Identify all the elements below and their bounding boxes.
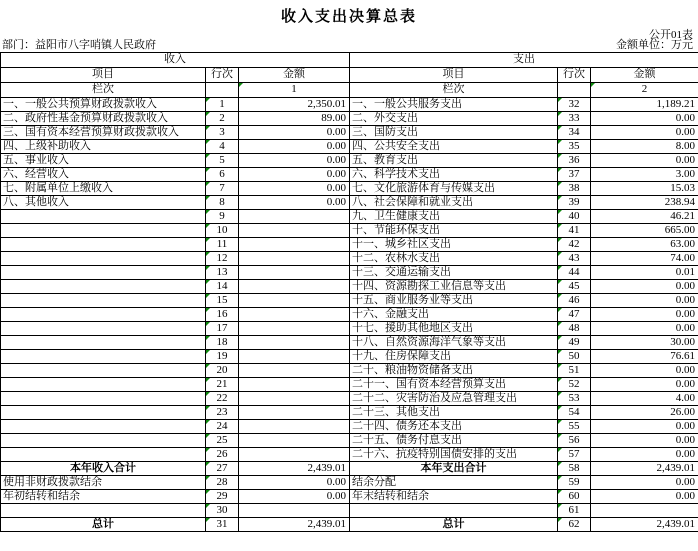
table-row [1,168,698,182]
table-row [1,112,698,126]
income-item-cell: 总计 [1,518,206,532]
income-item-cell [1,252,206,266]
income-item-cell: 八、其他收入 [1,196,206,210]
income-amount-cell: 0.00 [239,476,350,490]
expense-item-cell: 四、公共安全支出 [350,140,558,154]
expense-item-cell: 十四、资源勘探工业信息等支出 [350,280,558,294]
income-line-cell: 18 [206,336,239,350]
income-amount-cell: 0.00 [239,140,350,154]
expense-column-index-value: 2 [591,83,698,98]
expense-amount-cell: 76.61 [591,350,698,364]
table-row [1,518,698,532]
expense-line-cell: 44 [558,266,591,280]
income-item-cell [1,210,206,224]
income-column-index-label: 栏次 [1,83,206,98]
expense-line-cell: 47 [558,308,591,322]
income-amount-cell [239,210,350,224]
table-row [1,182,698,196]
expense-amount-cell: 0.00 [591,448,698,462]
expense-item-cell: 年末结转和结余 [350,490,558,504]
income-line-cell: 7 [206,182,239,196]
expense-amount-cell: 238.94 [591,196,698,210]
expense-item-cell: 十三、交通运输支出 [350,266,558,280]
expense-amount-cell: 0.00 [591,378,698,392]
expense-item-header: 项目 [350,68,558,83]
department-label: 部门：益阳市八字哨镇人民政府 [2,39,156,51]
table-row [1,364,698,378]
expense-amount-cell: 0.00 [591,322,698,336]
expense-amount-cell: 0.00 [591,112,698,126]
income-line-cell: 5 [206,154,239,168]
income-item-cell [1,308,206,322]
expense-item-cell: 一、一般公共服务支出 [350,98,558,112]
income-line-cell: 6 [206,168,239,182]
income-line-cell: 23 [206,406,239,420]
table-code-label: 公开01表 [649,29,693,41]
column-index-row [1,83,698,98]
income-item-cell: 五、事业收入 [1,154,206,168]
income-amount-cell [239,252,350,266]
income-line-cell: 9 [206,210,239,224]
income-amount-cell: 2,439.01 [239,462,350,476]
expense-item-cell: 本年支出合计 [350,462,558,476]
income-item-cell: 一、一般公共预算财政拨款收入 [1,98,206,112]
income-amount-cell: 2,439.01 [239,518,350,532]
expense-line-cell: 37 [558,168,591,182]
income-amount-cell [239,364,350,378]
income-line-cell: 22 [206,392,239,406]
income-item-cell [1,448,206,462]
income-line-cell: 16 [206,308,239,322]
income-amount-cell: 0.00 [239,196,350,210]
expense-item-cell: 七、文化旅游体育与传媒支出 [350,182,558,196]
expense-line-cell: 34 [558,126,591,140]
income-item-cell [1,294,206,308]
income-item-cell [1,350,206,364]
expense-item-cell: 十七、援助其他地区支出 [350,322,558,336]
income-line-cell: 29 [206,490,239,504]
table-row [1,490,698,504]
expense-item-cell: 八、社会保障和就业支出 [350,196,558,210]
income-item-cell [1,504,206,518]
table-row [1,448,698,462]
income-amount-cell [239,504,350,518]
income-line-cell: 19 [206,350,239,364]
income-line-cell: 10 [206,224,239,238]
table-row [1,252,698,266]
expense-item-cell: 九、卫生健康支出 [350,210,558,224]
table-row [1,126,698,140]
expense-amount-cell: 46.21 [591,210,698,224]
expense-line-cell: 52 [558,378,591,392]
report-meta-line [2,36,693,52]
expense-amount-cell [591,504,698,518]
expense-item-cell: 六、科学技术支出 [350,168,558,182]
table-row [1,434,698,448]
expense-item-cell: 十五、商业服务业等支出 [350,294,558,308]
income-amount-cell [239,406,350,420]
expense-amount-cell: 0.00 [591,308,698,322]
table-row [1,308,698,322]
income-section-header: 收入 [1,53,350,68]
income-line-cell: 21 [206,378,239,392]
income-line-cell: 26 [206,448,239,462]
expense-item-cell: 十二、农林水支出 [350,252,558,266]
expense-amount-cell: 0.00 [591,434,698,448]
income-line-cell: 27 [206,462,239,476]
income-column-index-blank [206,83,239,98]
expense-item-cell: 十八、自然资源海洋气象等支出 [350,336,558,350]
income-item-cell [1,434,206,448]
expense-amount-cell: 0.00 [591,154,698,168]
income-amount-cell [239,294,350,308]
income-line-cell: 25 [206,434,239,448]
expense-line-cell: 60 [558,490,591,504]
expense-amount-cell: 0.00 [591,364,698,378]
expense-amount-header: 金额 [591,68,698,83]
expense-item-cell: 二十一、国有资本经营预算支出 [350,378,558,392]
income-item-cell [1,378,206,392]
section-header-row [1,53,698,68]
table-row [1,238,698,252]
expense-line-cell: 49 [558,336,591,350]
income-item-cell [1,280,206,294]
income-amount-cell [239,336,350,350]
budget-table [0,52,698,532]
income-amount-cell [239,266,350,280]
income-amount-cell [239,280,350,294]
income-item-header: 项目 [1,68,206,83]
income-item-cell: 使用非财政拨款结余 [1,476,206,490]
expense-line-cell: 54 [558,406,591,420]
expense-line-cell: 57 [558,448,591,462]
income-amount-cell: 0.00 [239,126,350,140]
expense-item-cell: 二十四、债务还本支出 [350,420,558,434]
expense-line-cell: 59 [558,476,591,490]
income-line-cell: 3 [206,126,239,140]
expense-line-cell: 39 [558,196,591,210]
table-row [1,336,698,350]
table-row [1,476,698,490]
expense-amount-cell: 63.00 [591,238,698,252]
income-amount-cell [239,378,350,392]
income-amount-cell: 0.00 [239,168,350,182]
expense-line-cell: 58 [558,462,591,476]
expense-amount-cell: 26.00 [591,406,698,420]
expense-section-header: 支出 [350,53,698,68]
table-row [1,294,698,308]
income-amount-cell [239,434,350,448]
income-line-header: 行次 [206,68,239,83]
expense-line-cell: 45 [558,280,591,294]
income-line-cell: 28 [206,476,239,490]
expense-line-cell: 48 [558,322,591,336]
income-column-index-value: 1 [239,83,350,98]
expense-amount-cell: 1,189.21 [591,98,698,112]
column-header-row [1,68,698,83]
page-title: 收入支出决算总表 [280,9,417,25]
expense-line-cell: 56 [558,434,591,448]
expense-amount-cell: 15.03 [591,182,698,196]
income-line-cell: 12 [206,252,239,266]
expense-item-cell: 二十、粮油物资储备支出 [350,364,558,378]
income-line-cell: 2 [206,112,239,126]
expense-line-cell: 36 [558,154,591,168]
income-amount-cell: 0.00 [239,154,350,168]
income-amount-cell: 0.00 [239,182,350,196]
expense-line-cell: 53 [558,392,591,406]
income-line-cell: 31 [206,518,239,532]
expense-line-cell: 46 [558,294,591,308]
expense-line-cell: 43 [558,252,591,266]
expense-line-cell: 32 [558,98,591,112]
table-row [1,504,698,518]
income-item-cell: 三、国有资本经营预算财政拨款收入 [1,126,206,140]
table-row [1,378,698,392]
expense-line-cell: 38 [558,182,591,196]
expense-amount-cell: 0.00 [591,126,698,140]
expense-amount-cell: 3.00 [591,168,698,182]
income-item-cell: 七、附属单位上缴收入 [1,182,206,196]
income-item-cell [1,322,206,336]
expense-amount-cell: 74.00 [591,252,698,266]
unit-label: 金额单位：万元 [616,39,693,51]
income-item-cell [1,420,206,434]
expense-item-cell: 结余分配 [350,476,558,490]
table-row [1,210,698,224]
income-item-cell [1,364,206,378]
income-item-cell: 四、上级补助收入 [1,140,206,154]
table-row [1,154,698,168]
income-amount-cell [239,308,350,322]
table-row [1,392,698,406]
income-amount-cell: 89.00 [239,112,350,126]
income-item-cell [1,238,206,252]
income-item-cell: 本年收入合计 [1,462,206,476]
expense-item-cell: 二十六、抗疫特别国债安排的支出 [350,448,558,462]
income-item-cell: 二、政府性基金预算财政拨款收入 [1,112,206,126]
expense-line-cell: 35 [558,140,591,154]
expense-amount-cell: 665.00 [591,224,698,238]
income-item-cell [1,266,206,280]
income-line-cell: 11 [206,238,239,252]
income-line-cell: 8 [206,196,239,210]
income-item-cell [1,406,206,420]
expense-item-cell: 十一、城乡社区支出 [350,238,558,252]
expense-amount-cell: 0.00 [591,490,698,504]
income-amount-cell [239,224,350,238]
table-row [1,196,698,210]
expense-line-header: 行次 [558,68,591,83]
expense-amount-cell: 4.00 [591,392,698,406]
expense-amount-cell: 0.00 [591,420,698,434]
income-line-cell: 15 [206,294,239,308]
table-row [1,98,698,112]
expense-item-cell: 五、教育支出 [350,154,558,168]
income-amount-cell [239,238,350,252]
report-header [0,0,698,52]
expense-line-cell: 41 [558,224,591,238]
income-amount-cell [239,420,350,434]
table-row [1,462,698,476]
table-row [1,280,698,294]
income-item-cell [1,392,206,406]
income-line-cell: 13 [206,266,239,280]
income-amount-cell [239,392,350,406]
expense-item-cell: 二十五、债务付息支出 [350,434,558,448]
expense-line-cell: 62 [558,518,591,532]
income-item-cell: 六、经营收入 [1,168,206,182]
income-amount-header: 金额 [239,68,350,83]
expense-line-cell: 55 [558,420,591,434]
income-amount-cell: 2,350.01 [239,98,350,112]
expense-item-cell: 十、节能环保支出 [350,224,558,238]
table-row [1,140,698,154]
expense-item-cell: 十九、住房保障支出 [350,350,558,364]
income-amount-cell: 0.00 [239,490,350,504]
expense-line-cell: 50 [558,350,591,364]
income-line-cell: 1 [206,98,239,112]
table-row [1,406,698,420]
table-row [1,350,698,364]
expense-amount-cell: 0.00 [591,476,698,490]
income-line-cell: 4 [206,140,239,154]
income-item-cell [1,224,206,238]
table-row [1,266,698,280]
table-row [1,322,698,336]
income-amount-cell [239,350,350,364]
income-amount-cell [239,322,350,336]
income-amount-cell [239,448,350,462]
expense-line-cell: 51 [558,364,591,378]
table-row [1,420,698,434]
expense-amount-cell: 0.00 [591,280,698,294]
income-item-cell: 年初结转和结余 [1,490,206,504]
expense-line-cell: 61 [558,504,591,518]
income-item-cell [1,336,206,350]
income-line-cell: 17 [206,322,239,336]
expense-item-cell: 总计 [350,518,558,532]
expense-amount-cell: 0.01 [591,266,698,280]
table-row [1,224,698,238]
expense-amount-cell: 8.00 [591,140,698,154]
expense-item-cell: 二、外交支出 [350,112,558,126]
expense-line-cell: 33 [558,112,591,126]
expense-amount-cell: 2,439.01 [591,462,698,476]
expense-amount-cell: 2,439.01 [591,518,698,532]
income-line-cell: 30 [206,504,239,518]
expense-amount-cell: 0.00 [591,294,698,308]
income-line-cell: 24 [206,420,239,434]
expense-item-cell: 二十三、其他支出 [350,406,558,420]
expense-column-index-label: 栏次 [350,83,558,98]
income-line-cell: 14 [206,280,239,294]
expense-item-cell: 三、国防支出 [350,126,558,140]
expense-column-index-blank [558,83,591,98]
expense-item-cell: 二十二、灾害防治及应急管理支出 [350,392,558,406]
expense-line-cell: 40 [558,210,591,224]
expense-line-cell: 42 [558,238,591,252]
expense-item-cell [350,504,558,518]
expense-item-cell: 十六、金融支出 [350,308,558,322]
income-line-cell: 20 [206,364,239,378]
expense-amount-cell: 30.00 [591,336,698,350]
